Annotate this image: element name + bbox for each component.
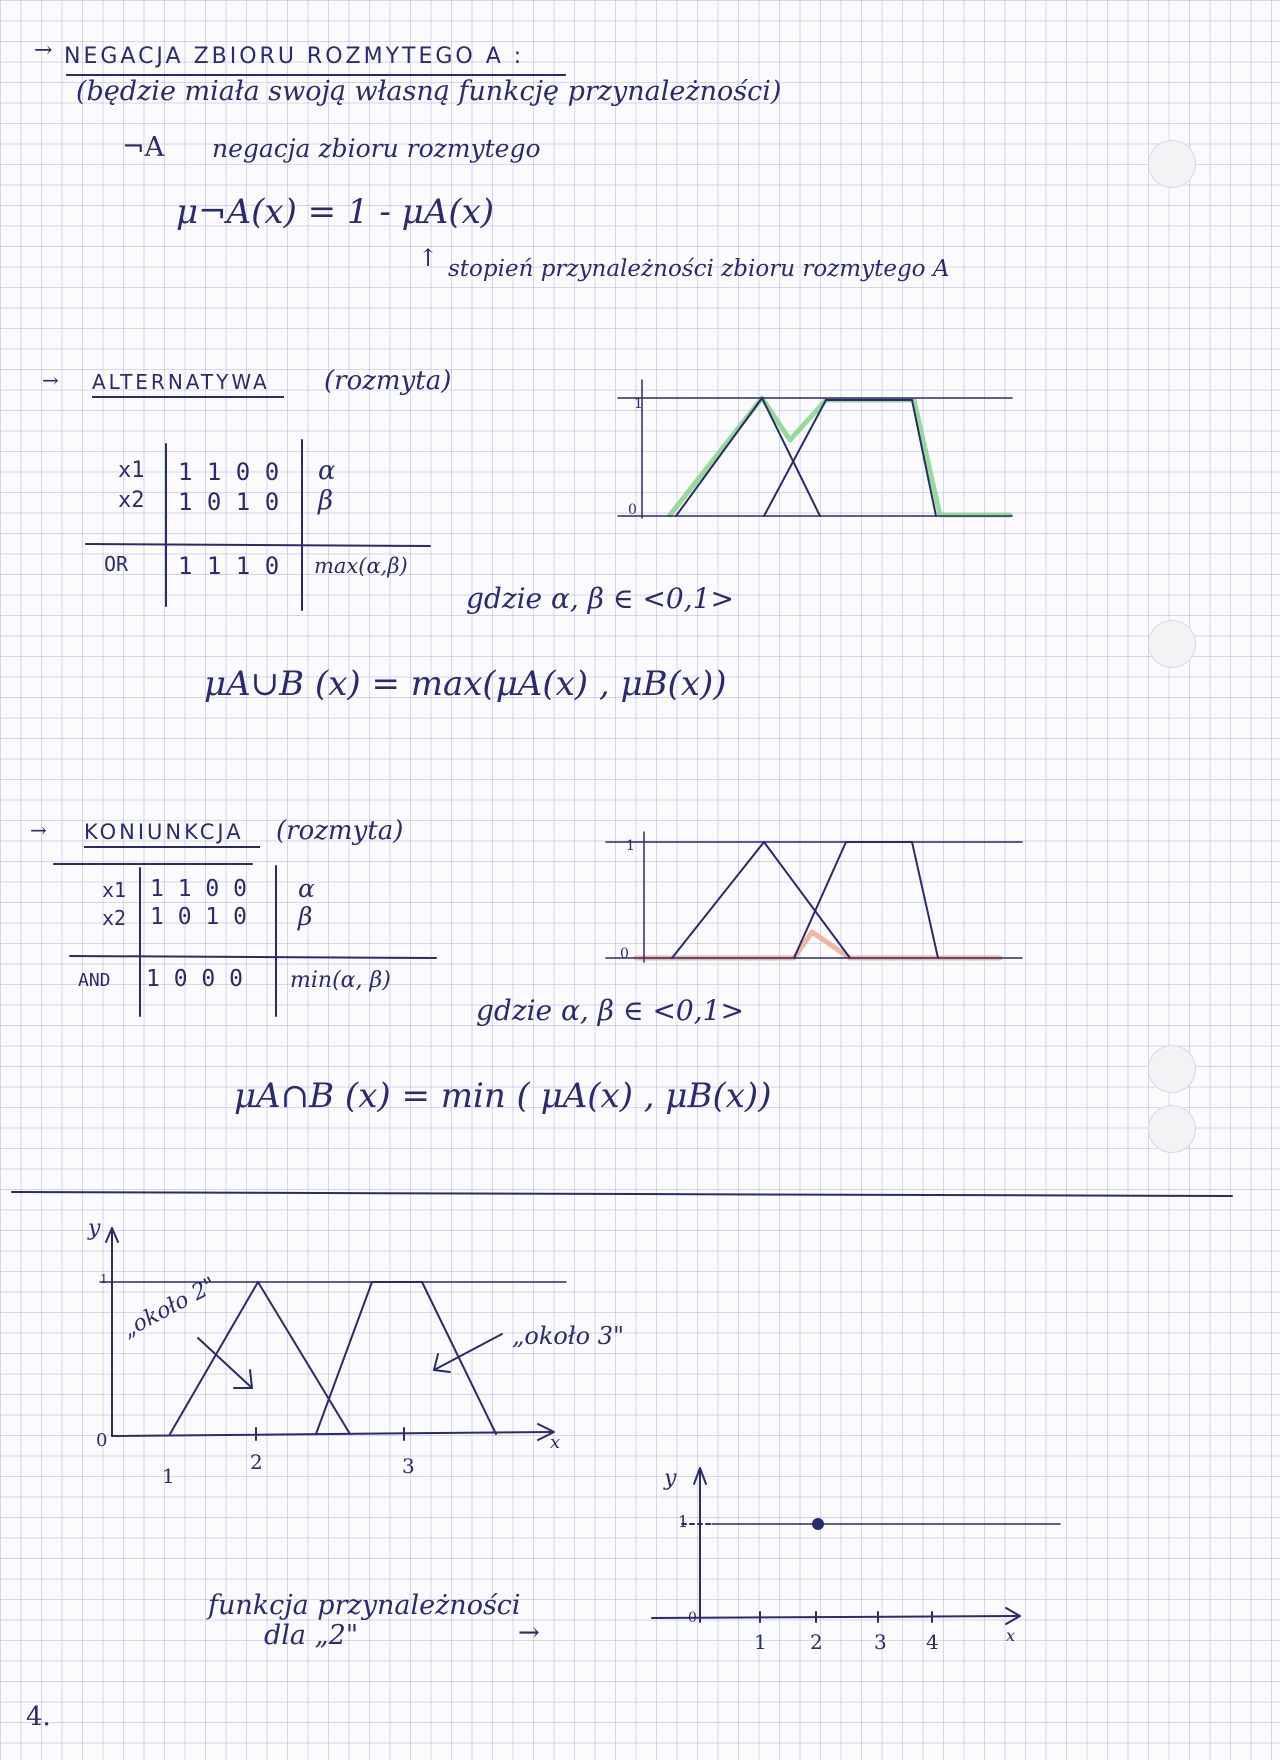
example-y-one: 1 bbox=[100, 1272, 108, 1286]
example-origin: 0 bbox=[96, 1430, 108, 1451]
alternative-formula: μA∪B (x) = max(μA(x) , μB(x)) bbox=[204, 664, 727, 704]
table-row-values: 1 0 1 0 bbox=[150, 904, 247, 930]
conjunction-heading-note: (rozmyta) bbox=[276, 816, 404, 846]
singleton-y-label: y bbox=[664, 1466, 677, 1491]
example-graph bbox=[100, 1228, 566, 1440]
conjunction-condition: gdzie α, β ∈ <0,1> bbox=[476, 994, 744, 1027]
negation-note: (będzie miała swoją własną funkcję przynależności) bbox=[76, 76, 782, 107]
page-divider bbox=[12, 1192, 1232, 1196]
singleton-origin: 0 bbox=[688, 1610, 697, 1626]
table-row-result: α bbox=[298, 874, 315, 903]
table-row-label: x1 bbox=[102, 878, 127, 902]
table-op-result: max(α,β) bbox=[314, 554, 408, 578]
singleton-x-tick-label: 4 bbox=[926, 1630, 939, 1654]
table-row-values: 1 1 0 0 bbox=[178, 458, 280, 486]
table-row-values: 1 1 0 0 bbox=[150, 876, 247, 902]
singleton-x-label: x bbox=[1006, 1626, 1016, 1645]
singleton-y-one: 1 bbox=[678, 1512, 689, 1531]
table-row-result: β bbox=[298, 902, 313, 931]
singleton-x-tick-label: 3 bbox=[874, 1630, 887, 1654]
negation-heading: NEGACJA ZBIORU ROZMYTEGO A : bbox=[64, 44, 525, 69]
table-op-values: 1 1 1 0 bbox=[178, 552, 280, 580]
graph-y-one: 1 bbox=[634, 396, 643, 412]
graph-y-zero: 0 bbox=[628, 502, 637, 518]
table-row-result: β bbox=[318, 486, 334, 516]
label-about-2: „około 2" bbox=[118, 1272, 221, 1343]
arrow-bullet: → bbox=[34, 38, 53, 63]
example-x-tick-label: 3 bbox=[402, 1454, 415, 1478]
singleton-x-tick-label: 1 bbox=[754, 1630, 767, 1654]
graph-y-zero: 0 bbox=[620, 946, 629, 962]
label-about-3: „około 3" bbox=[512, 1322, 625, 1350]
example-x-tick-label: 1 bbox=[162, 1464, 175, 1488]
arrow-bullet: → bbox=[42, 368, 59, 392]
arrow-bullet: → bbox=[30, 818, 47, 842]
conjunction-table-grid bbox=[54, 864, 436, 1016]
alternative-condition: gdzie α, β ∈ <0,1> bbox=[466, 582, 734, 615]
up-arrow: ↑ bbox=[418, 244, 439, 272]
table-op-result: min(α, β) bbox=[290, 968, 391, 993]
singleton-caption-line2: dla „2" bbox=[264, 1620, 359, 1651]
example-x-tick-label: 2 bbox=[250, 1450, 263, 1474]
negation-symbol-desc: negacja zbioru rozmytego bbox=[212, 134, 541, 163]
negation-annotation: stopień przynależności zbioru rozmytego A bbox=[448, 256, 950, 282]
table-op-label: OR bbox=[104, 552, 129, 576]
table-row-label: x1 bbox=[118, 458, 145, 483]
table-row-values: 1 0 1 0 bbox=[178, 488, 280, 516]
alternative-heading: ALTERNATYWA bbox=[92, 370, 270, 394]
table-op-values: 1 0 0 0 bbox=[146, 966, 243, 992]
table-row-label: x2 bbox=[118, 488, 145, 513]
table-row-label: x2 bbox=[102, 906, 127, 930]
negation-formula: μ¬A(x) = 1 - μA(x) bbox=[176, 192, 495, 232]
singleton-x-tick-label: 2 bbox=[810, 1630, 823, 1654]
singleton-caption-arrow: → bbox=[518, 1618, 540, 1648]
conjunction-graph bbox=[606, 832, 1022, 962]
table-op-label: AND bbox=[78, 970, 111, 991]
singleton-graph bbox=[652, 1468, 1060, 1624]
alternative-table-grid bbox=[86, 440, 430, 610]
alternative-heading-note: (rozmyta) bbox=[324, 366, 452, 396]
negation-symbol: ¬A bbox=[122, 132, 165, 163]
table-row-result: α bbox=[318, 456, 336, 486]
conjunction-heading: KONIUNKCJA bbox=[84, 820, 244, 844]
alternative-graph bbox=[618, 380, 1012, 518]
graph-y-one: 1 bbox=[626, 838, 635, 854]
page-number: 4. bbox=[26, 1702, 51, 1732]
singleton-caption-line1: funkcja przynależności bbox=[208, 1590, 521, 1621]
conjunction-formula: μA∩B (x) = min ( μA(x) , μB(x)) bbox=[234, 1076, 772, 1116]
example-x-label: x bbox=[550, 1432, 561, 1453]
example-y-label: y bbox=[88, 1216, 101, 1241]
